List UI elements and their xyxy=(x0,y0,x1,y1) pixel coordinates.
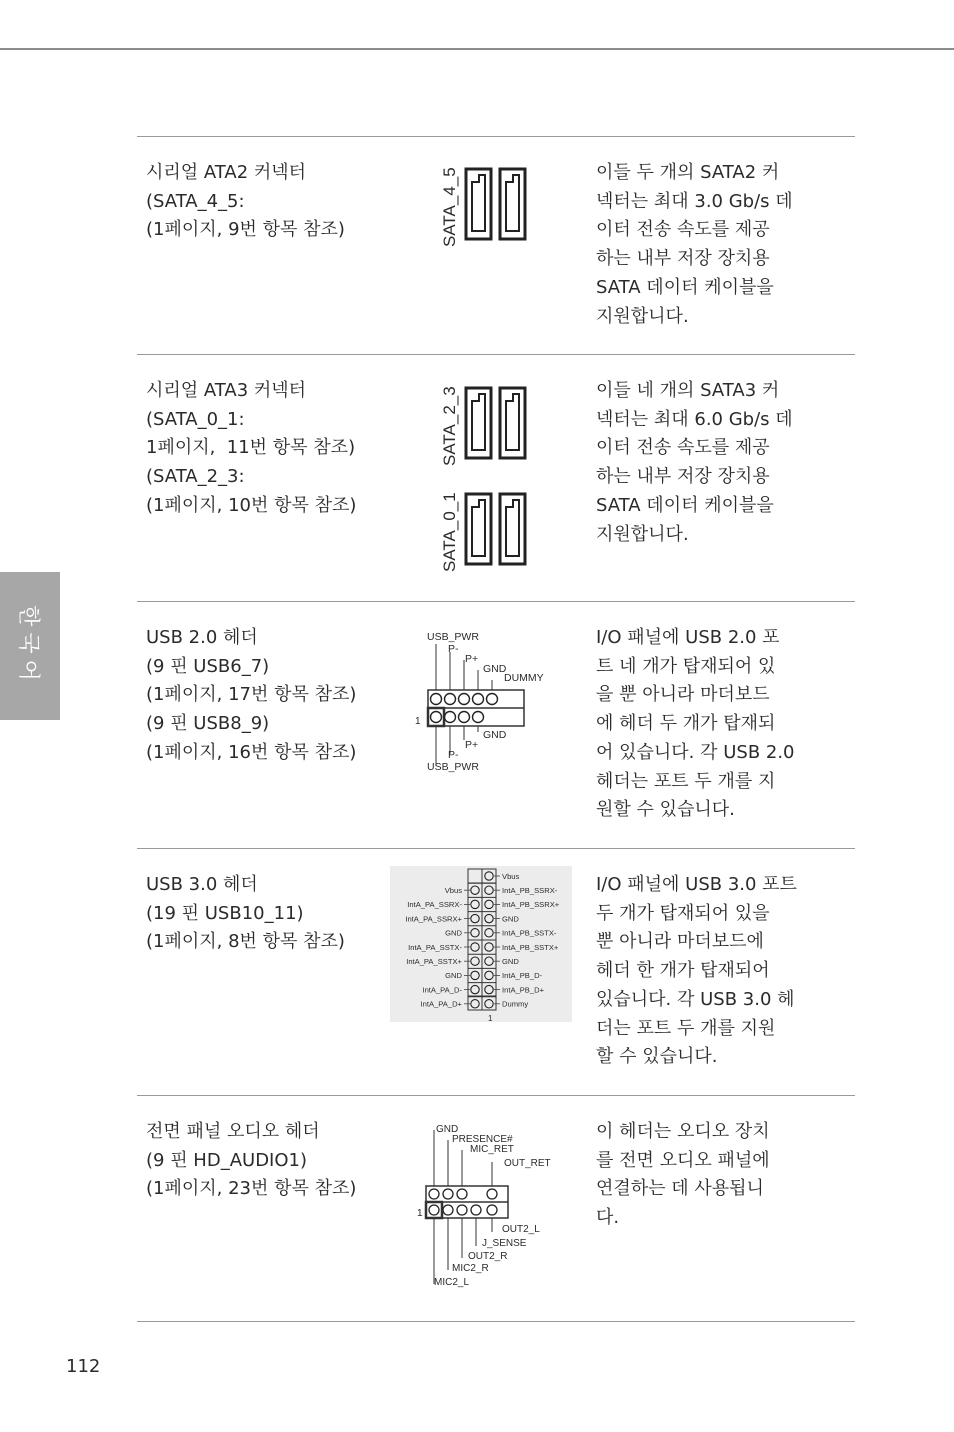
pin-label: GND xyxy=(483,663,507,675)
pin-label: IntA_PA_SSTX+ xyxy=(406,957,462,966)
pin-label: IntA_PB_SSRX- xyxy=(502,886,558,895)
pin-label: IntA_PB_SSTX+ xyxy=(502,942,559,952)
usb2-description: I/O 패널에 USB 2.0 포 트 네 개가 탑재되어 있 을 뿐 아니라 마더보드 에 헤더 두 개가 탑재되 어 있습니다. 각 USB 2.0 헤더는 포트 두 개를 지 원할 수 있습니다. xyxy=(596,627,795,821)
pin-label: IntA_PA_SSTX- xyxy=(408,942,462,952)
pin-label: GND xyxy=(502,914,519,924)
pin-label: USB_PWR xyxy=(427,631,479,643)
pin-label: MIC2_R xyxy=(452,1263,489,1274)
section-divider xyxy=(137,1095,855,1096)
section-divider xyxy=(137,136,855,137)
audio-title: 전면 패널 오디오 헤더 (9 핀 HD_AUDIO1) (1페이지, 23번 항목 참조) xyxy=(146,1121,357,1200)
section-divider xyxy=(137,601,855,602)
top-rule xyxy=(0,48,954,50)
sata-label: SATA_4_5 xyxy=(440,167,459,247)
sata-port xyxy=(500,494,525,564)
sata-label: SATA_2_3 xyxy=(440,386,459,466)
pin-label: IntA_PB_SSRX+ xyxy=(502,900,560,910)
pin-label: P+ xyxy=(465,653,479,665)
pin-label: DUMMY xyxy=(504,672,544,684)
pin-label: IntA_PB_SSTX- xyxy=(502,928,557,938)
usb3-title: USB 3.0 헤더 (19 핀 USB10_11) (1페이지, 8번 항목 참조) xyxy=(146,874,345,953)
pin1-label: 1 xyxy=(417,1208,423,1219)
sata3-title: 시리얼 ATA3 커넥터 (SATA_0_1: 1페이지, 11번 항목 참조) (SATA_2_3: (1페이지, 10번 항목 참조) xyxy=(146,380,357,516)
pin-label: MIC2_L xyxy=(434,1277,470,1288)
pin-label: PRESENCE# xyxy=(452,1134,513,1145)
pin-label: OUT2_R xyxy=(468,1251,508,1262)
pin-label: GND xyxy=(436,1124,459,1135)
pin-label: Dummy xyxy=(502,999,529,1009)
sata2-description: 이들 두 개의 SATA2 커 넥터는 최대 3.0 Gb/s 데 이터 전송 속도를 제공 하는 내부 저장 장치용 SATA 데이터 케이블을 지원합니다. xyxy=(596,162,793,327)
pin-label: Vbus xyxy=(444,886,462,895)
sata-port xyxy=(500,388,525,458)
side-tab-label: 한국어 xyxy=(15,605,41,687)
section-divider xyxy=(137,354,855,355)
pin-label: P+ xyxy=(465,739,479,751)
pin-label: GND xyxy=(445,928,462,938)
sata2-connector-diagram xyxy=(432,160,542,250)
pin1-label: 1 xyxy=(488,1014,493,1023)
usb2-header-diagram xyxy=(410,628,560,778)
sata-port xyxy=(466,169,491,239)
pin-label: USB_PWR xyxy=(427,761,479,773)
pin-label: OUT_RET xyxy=(504,1158,551,1169)
audio-description: 이 헤더는 오디오 장치 를 전면 오디오 패널에 연결하는 데 사용됩니 다. xyxy=(596,1121,770,1229)
sata3-connector-diagram xyxy=(432,378,542,574)
language-side-tab xyxy=(0,572,60,720)
usb3-description: I/O 패널에 USB 3.0 포트 두 개가 탑재되어 있을 뿐 아니라 마더보드에 헤더 한 개가 탑재되어 있습니다. 각 USB 3.0 헤 더는 포트 두 개를 지원 할 수 있습니다. xyxy=(596,874,797,1068)
pin-label: GND xyxy=(483,729,507,741)
pin-label: P- xyxy=(448,749,459,761)
sata-port xyxy=(500,169,525,239)
pin-label: GND xyxy=(502,957,519,966)
pin-label: MIC_RET xyxy=(470,1144,514,1155)
pin-label: IntA_PA_D- xyxy=(422,985,462,995)
pin-label: IntA_PB_D- xyxy=(502,971,543,981)
page-number: 112 xyxy=(66,1356,101,1377)
pin1-label: 1 xyxy=(415,716,421,727)
pin-label: P- xyxy=(448,643,459,655)
sata-port xyxy=(466,388,491,458)
pin-label: J_SENSE xyxy=(482,1238,527,1249)
sata-port xyxy=(466,494,491,564)
sata-label: SATA_0_1 xyxy=(440,492,459,572)
pin-label: GND xyxy=(445,971,462,981)
usb3-header-diagram xyxy=(390,866,572,1028)
section-divider xyxy=(137,848,855,849)
pin-label: IntA_PA_SSRX- xyxy=(407,900,462,910)
pin-label: IntA_PA_SSRX+ xyxy=(405,914,462,924)
sata2-title: 시리얼 ATA2 커넥터 (SATA_4_5: (1페이지, 9번 항목 참조) xyxy=(146,162,345,241)
pin-label: IntA_PA_D+ xyxy=(420,999,462,1009)
usb2-title: USB 2.0 헤더 (9 핀 USB6_7) (1페이지, 17번 항목 참조) (9 핀 USB8_9) (1페이지, 16번 항목 참조) xyxy=(146,627,357,763)
audio-header-diagram xyxy=(412,1118,562,1290)
sata3-description: 이들 네 개의 SATA3 커 넥터는 최대 6.0 Gb/s 데 이터 전송 속도를 제공 하는 내부 저장 장치용 SATA 데이터 케이블을 지원합니다. xyxy=(596,380,793,545)
section-divider xyxy=(137,1321,855,1322)
pin-label: IntA_PB_D+ xyxy=(502,985,545,995)
pin-label: Vbus xyxy=(502,871,520,881)
pin-label: OUT2_L xyxy=(502,1224,540,1235)
